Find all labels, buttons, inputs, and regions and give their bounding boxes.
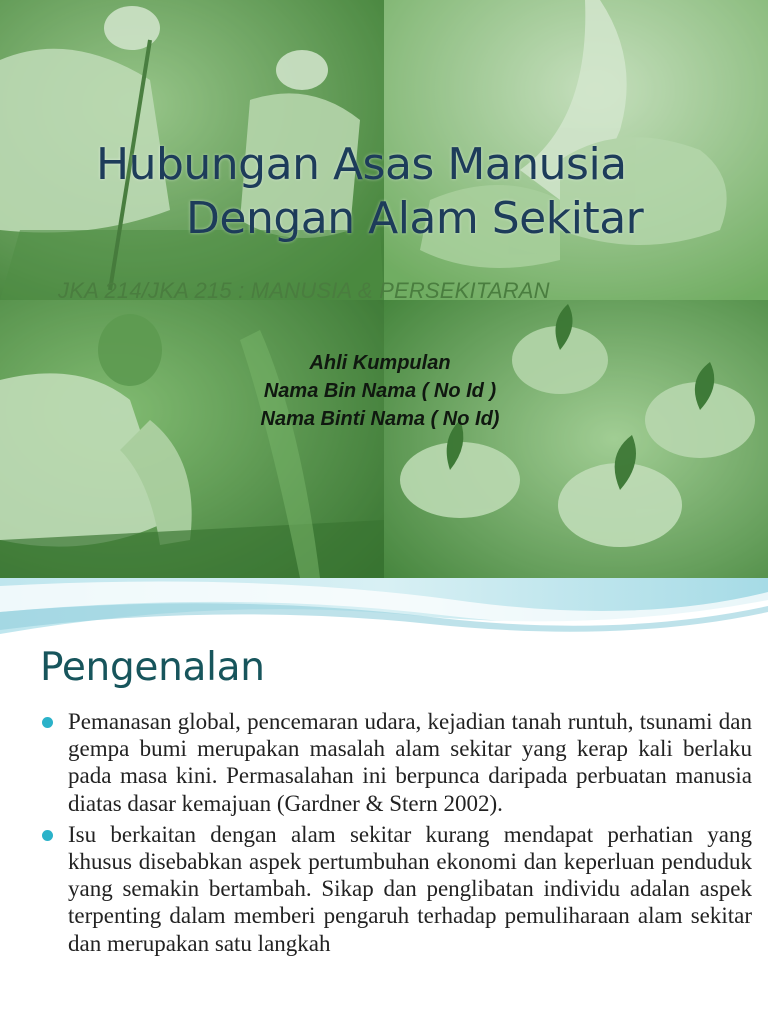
members-heading: Ahli Kumpulan: [309, 352, 451, 374]
bullet-text: Isu berkaitan dengan alam sekitar kurang mendapat perhatian yang khusus disebabkan aspek pertumbuhan ekonomi dan keperluan penduduk yang semakin bertambah. Sikap dan penglibatan individu adalan aspek terpenting dalam memberi pengaruh terhadap pemuliharaan alam sekitar dan merupakan satu langkah: [68, 821, 752, 956]
bullet-text: Pemanasan global, pencemaran udara, kejadian tanah runtuh, tsunami dan gempa bumi merupakan masalah alam sekitar yang kerap kali berlaku pada masa kini. Permasalahan ini berpunca daripada perbuatan manusia diatas dasar kemajuan (Gardner & Stern 2002).: [68, 709, 752, 816]
member-1: Nama Bin Nama ( No Id ): [263, 380, 497, 402]
bullet-dot-icon: [42, 830, 53, 841]
bullet-item: [40, 708, 752, 817]
wave-divider: [0, 572, 768, 642]
slide-title: [0, 138, 768, 246]
course-subtitle: JKA 214/JKA 215 : MANUSIA & PERSEKITARAN: [58, 278, 550, 303]
section-title: Pengenalan: [40, 645, 265, 690]
group-members: [180, 349, 580, 433]
bullet-list: [40, 708, 752, 961]
title-line-1: Hubungan Asas Manusia: [96, 139, 627, 190]
title-line-2: Dengan Alam Sekitar: [186, 193, 644, 244]
bullet-dot-icon: [42, 717, 53, 728]
member-2: Nama Binti Nama ( No Id): [260, 408, 500, 430]
bullet-item: [40, 821, 752, 957]
